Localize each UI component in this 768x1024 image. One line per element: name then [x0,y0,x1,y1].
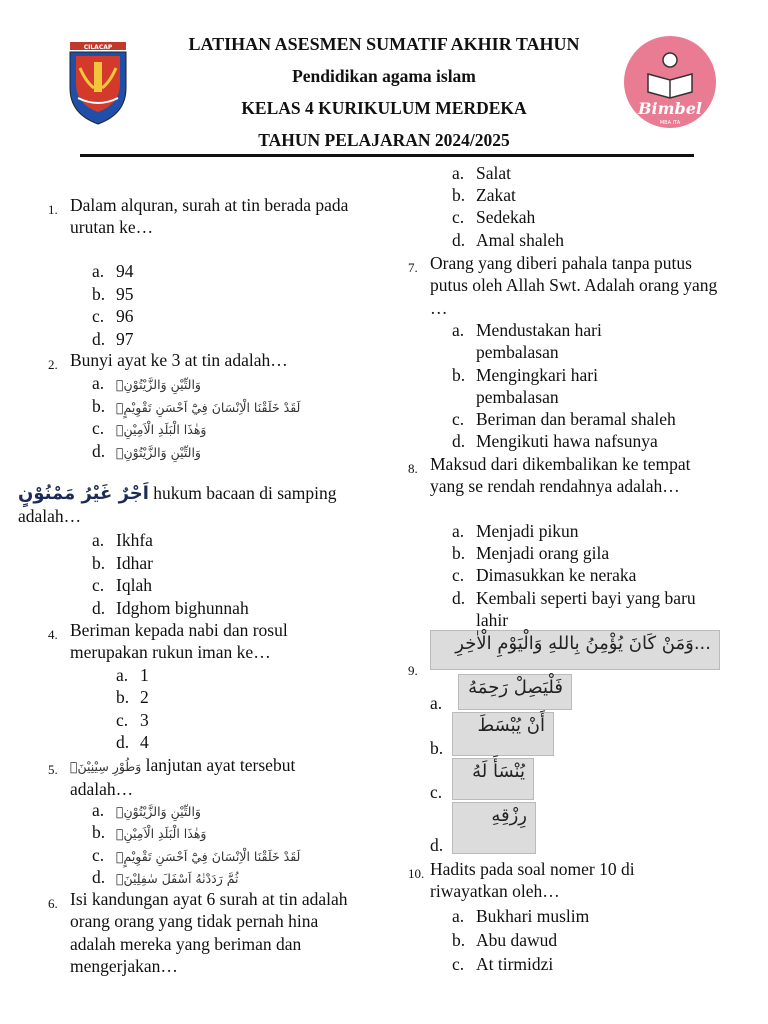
year-title: TAHUN PELAJARAN 2024/2025 [258,130,510,150]
q10-option-b: b. Abu dawud [452,930,558,950]
exam-title: LATIHAN ASESMEN SUMATIF AKHIR TAHUN [188,34,580,54]
question-1-text: Dalam alquran, surah at tin berada pada urutan ke… [70,195,349,238]
question-number: 5. [48,762,58,777]
q6-option-d: d. Amal shaleh [452,230,564,250]
question-number: 2. [48,357,58,372]
question-number: 10. [408,866,425,881]
question-2-text: Bunyi ayat ke 3 at tin adalah… [70,350,288,370]
q7-option-b: b. Mengingkari hari pembalasan [452,365,598,408]
q9-option-d-label: d. [430,835,444,855]
q7-option-d: d. Mengikuti hawa nafsunya [452,431,658,451]
question-8-text: Maksud dari dikembalikan ke tempat yang se rendah rendahnya adalah… [430,454,691,497]
question-4-text: Beriman kepada nabi dan rosul merupakan rukun iman ke… [70,620,288,663]
question-number: 9. [408,663,418,678]
q5-option-b: b. وَهٰذَا الْبَلَدِ الْاَمِيْنِۙ [92,822,207,842]
q9-option-d-image: رِزْقِهِ [452,802,536,854]
question-10-text: Hadits pada soal nomer 10 di riwayatkan oleh… [430,859,635,902]
q3-option-a: a. Ikhfa [92,530,153,550]
q7-option-c: c. Beriman dan beramal shaleh [452,409,676,429]
q8-option-a: a. Menjadi pikun [452,521,579,541]
q9-option-a-image: فَلْيَصِلْ رَحِمَهُ [458,674,572,710]
q5-arabic: وَطُوْرِ سِيْنِيْنَۙ [70,759,142,774]
q10-option-c: c. At tirmidzi [452,954,554,974]
bimbel-logo-icon [622,34,718,130]
question-number: 4. [48,627,58,642]
q3-arabic: اَجْرٌ غَيْرُ مَمْنُوْنٍ [18,483,149,504]
q10-option-a: a. Bukhari muslim [452,906,590,926]
question-number: 6. [48,896,58,911]
q3-option-d: d. Idghom bighunnah [92,598,249,618]
bimbel-label: Bimbel [638,99,702,118]
q2-option-a: a. وَالتِّيْنِ وَالزَّيْتُوْنِۙ [92,373,201,393]
q9-option-c-image: يُنْسَأَ لَهُ [452,758,534,800]
q9-option-a-label: a. [430,693,443,713]
q7-option-a: a. Mendustakan hari pembalasan [452,320,602,363]
q9-option-b-image: أَنْ يُبْسَطَ [452,712,554,756]
q9-option-c-label: c. [430,782,443,802]
document-header [0,0,768,160]
q3-option-c: c. Iqlah [92,575,152,595]
q1-option-d: d. 97 [92,329,134,349]
question-number: 8. [408,461,418,476]
q5-option-d: d. ثُمَّ رَدَدْنٰهُ اَسْفَلَ سٰفِلِيْنَۙ [92,867,239,887]
q6-option-a: a. Salat [452,163,511,183]
q8-option-d: d. Kembali seperti bayi yang baru lahir [452,588,696,631]
q2-option-b: b. لَقَدْ خَلَقْنَا الْاِنْسَانَ فِيْٓ اَحْسَنِ تَقْوِيْمٍۖ [92,396,301,416]
q2-option-c: c. وَهٰذَا الْبَلَدِ الْاَمِيْنِۙ [92,418,207,438]
question-3-text: اَجْرٌ غَيْرُ مَمْنُوْنٍ hukum bacaan di samping adalah… [18,483,337,527]
q5-option-c: c. لَقَدْ خَلَقْنَا الْاِنْسَانَ فِيْٓ اَحْسَنِ تَقْوِيْمٍۖ [92,845,301,865]
bimbel-sub: MBA ITA [659,120,681,126]
q3-option-b: b. Idhar [92,553,153,573]
q6-option-b: b. Zakat [452,185,516,205]
question-number: 1. [48,202,58,217]
question-7-text: Orang yang diberi pahala tanpa putus putus oleh Allah Swt. Adalah orang yang … [430,253,718,318]
q2-option-d: d. وَالتِّيْنِ وَالزَّيْتُوْنِۙ [92,441,201,461]
header-rule [80,154,694,157]
q1-option-a: a. 94 [92,261,134,281]
q5-option-a: a. وَالتِّيْنِ وَالزَّيْتُوْنِۙ [92,800,201,820]
q8-option-c: c. Dimasukkan ke neraka [452,565,637,585]
q9-arabic-image: وَمَنْ كَانَ يُؤْمِنُ بِاللهِ وَالْيَوْمِ الْاٰخِرِ... [430,630,720,670]
q4-option-d: d. 4 [116,732,149,752]
question-number: 7. [408,260,418,275]
q4-option-a: a. 1 [116,665,149,685]
class-title: KELAS 4 KURIKULUM MERDEKA [241,98,527,118]
question-5-text: وَطُوْرِ سِيْنِيْنَۙ lanjutan ayat tersebut adalah… [70,755,296,800]
subject-title: Pendidikan agama islam [292,66,476,86]
crest-label: CILACAP [83,44,113,51]
q4-option-c: c. 3 [116,710,149,730]
q1-option-c: c. 96 [92,306,134,326]
question-6-text: Isi kandungan ayat 6 surah at tin adalah orang orang yang tidak pernah hina adalah mereka yang beriman dan mengerjakan… [70,889,348,977]
q1-option-b: b. 95 [92,284,134,304]
q8-option-b: b. Menjadi orang gila [452,543,610,563]
q9-option-b-label: b. [430,738,444,758]
q6-option-c: c. Sedekah [452,207,536,227]
q4-option-b: b. 2 [116,687,149,707]
